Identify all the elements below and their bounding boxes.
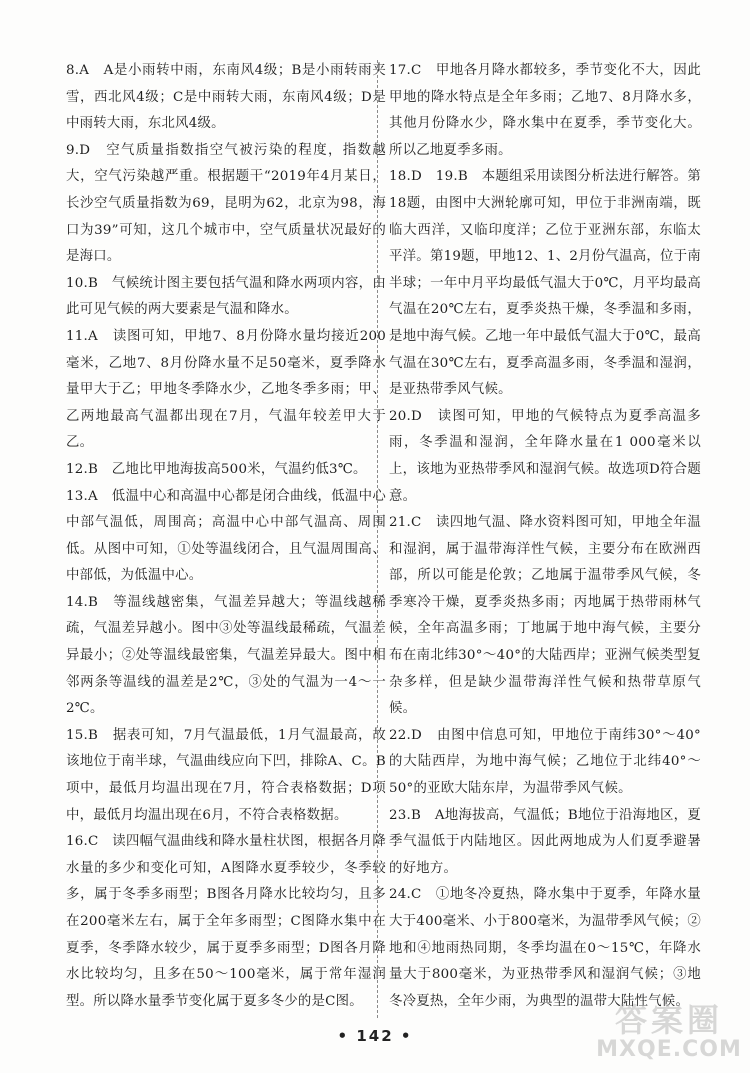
answer-entry-14: 14.B 等温线越密集，气温差异越大；等温线越稀疏，气温差异越小。图中③处等温线最稀疏，气温差异最小；②处等温线最密集，气温差异最大。图中相邻两条等温线的温差是2℃，③处的气温为一4～一2℃。 [66, 594, 386, 717]
answer-entry-9: 9.D 空气质量指数指空气被污染的程度，指数越大，空气污染越严重。根据题干“2019年4月某日，长沙空气质量指数为69，昆明为62，北京为98，海口为39”可知，这几个城市中，空气质量状况最好的是海口。 [66, 142, 386, 265]
left-column [66, 58, 386, 1015]
answer-entry-18-19: 18.D 19.B 本题组采用读图分析法进行解答。第18题，由图中大洲轮廓可知，甲位于非洲南端，既临大西洋，又临印度洋；乙位于亚洲东部，东临太平洋。第19题，甲地12、1、2月份气温高，位于南半球；一年中月平均最低气温大于0℃，月平均最高气温在20℃左右，夏季炎热干燥，冬季温和多雨，是地中海气候。乙地一年中最低气温大于0℃，最高气温在30℃左右，夏季高温多雨，冬季温和湿润，是亚热带季风气候。 [389, 169, 701, 398]
watermark-logo [594, 995, 744, 1067]
right-column [389, 58, 701, 1015]
watermark-url-text: MXQE.COM [596, 1037, 742, 1062]
answer-entry-16: 16.C 读四幅气温曲线和降水量柱状图，根据各月降水量的多少和变化可知，A图降水夏季较少，冬季较多，属于冬季多雨型；B图各月降水比较均匀，且多在200毫米左右，属于全年多雨型；C图降水集中在夏季，冬季降水较少，属于夏季多雨型；D图各月降水比较均匀，且多在50～100毫米，属于常年湿润型。所以降水量季节变化属于夏多冬少的是C图。 [66, 834, 386, 1009]
answer-entry-23: 23.B A地海拔高，气温低；B地位于沿海地区，夏季气温低于内陆地区。因此两地成为人们夏季避暑的好地方。 [389, 807, 701, 876]
answer-entry-10: 10.B 气候统计图主要包括气温和降水两项内容，由此可见气候的两大要素是气温和降水。 [66, 275, 386, 318]
watermark-top-text: 答案圈 [614, 1001, 723, 1039]
answer-entry-8: 8.A A是小雨转中雨，东南风4级；B是小雨转雨夹雪，西北风4级；C是中雨转大雨，东南风4级；D是中雨转大雨，东北风4级。 [66, 63, 386, 132]
answer-entry-12: 12.B 乙地比甲地海拔高500米，气温约低3℃。 [66, 461, 367, 477]
answer-entry-21: 21.C 读四地气温、降水资料图可知，甲地全年温和湿润，属于温带海洋性气候，主要分布在欧洲西部，所以可能是伦敦；乙地属于温带季风气候，冬季寒冷干燥，夏季炎热多雨；丙地属于热带雨林气候，全年高温多雨；丁地属于地中海气候，主要分布在南北纬30°～40°的大陆西岸；亚洲气候类型复杂多样，但是缺少温带海洋性气候和热带草原气候。 [389, 515, 701, 717]
answer-entry-15: 15.B 据表可知，7月气温最低，1月气温最高，故该地位于南半球，气温曲线应向下凹，排除A、C。B项中，最低月均温出现在7月，符合表格数据；D项中，最低月均温出现在6月，不符合表格数据。 [66, 727, 386, 823]
answer-entry-13: 13.A 低温中心和高温中心都是闭合曲线，低温中心中部气温低，周围高；高温中心中部气温高、周围低。从图中可知，①处等温线闭合，且气温周围高、中部低，为低温中心。 [66, 488, 386, 584]
answer-entry-22: 22.D 由图中信息可知，甲地位于南纬30°～40°的大陆西岸，为地中海气候；乙地位于北纬40°～50°的亚欧大陆东岸，为温带季风气候。 [389, 727, 701, 797]
answer-entry-24: 24.C ①地冬冷夏热，降水集中于夏季，年降水量大于400毫米、小于800毫米，为温带季风气候；②地和④地雨热同期，冬季均温在0～15℃，年降水量大于800毫米，为亚热带季风和湿润气候；③地冬冷夏热，全年少雨，为典型的温带大陆性气候。 [389, 887, 701, 1009]
answer-entry-17: 17.C 甲地各月降水都较多，季节变化不大，因此甲地的降水特点是全年多雨；乙地7、8月降水多，其他月份降水少，降水集中在夏季，季节变化大。所以乙地夏季多雨。 [389, 63, 701, 158]
page-number: • 142 • [337, 1027, 413, 1045]
answer-entry-11: 11.A 读图可知，甲地7、8月份降水量均接近200毫米，乙地7、8月份降水量不足50毫米，夏季降水量甲大于乙；甲地冬季降水少，乙地冬季多雨；甲、乙两地最高气温都出现在7月，气温年较差甲大于乙。 [66, 328, 386, 451]
answer-entry-20: 20.D 读图可知，甲地的气候特点为夏季高温多雨，冬季温和湿润，全年降水量在1 000毫米以上，该地为亚热带季风和湿润气候。故选项D符合题意。 [389, 408, 701, 504]
column-divider [377, 60, 378, 1018]
